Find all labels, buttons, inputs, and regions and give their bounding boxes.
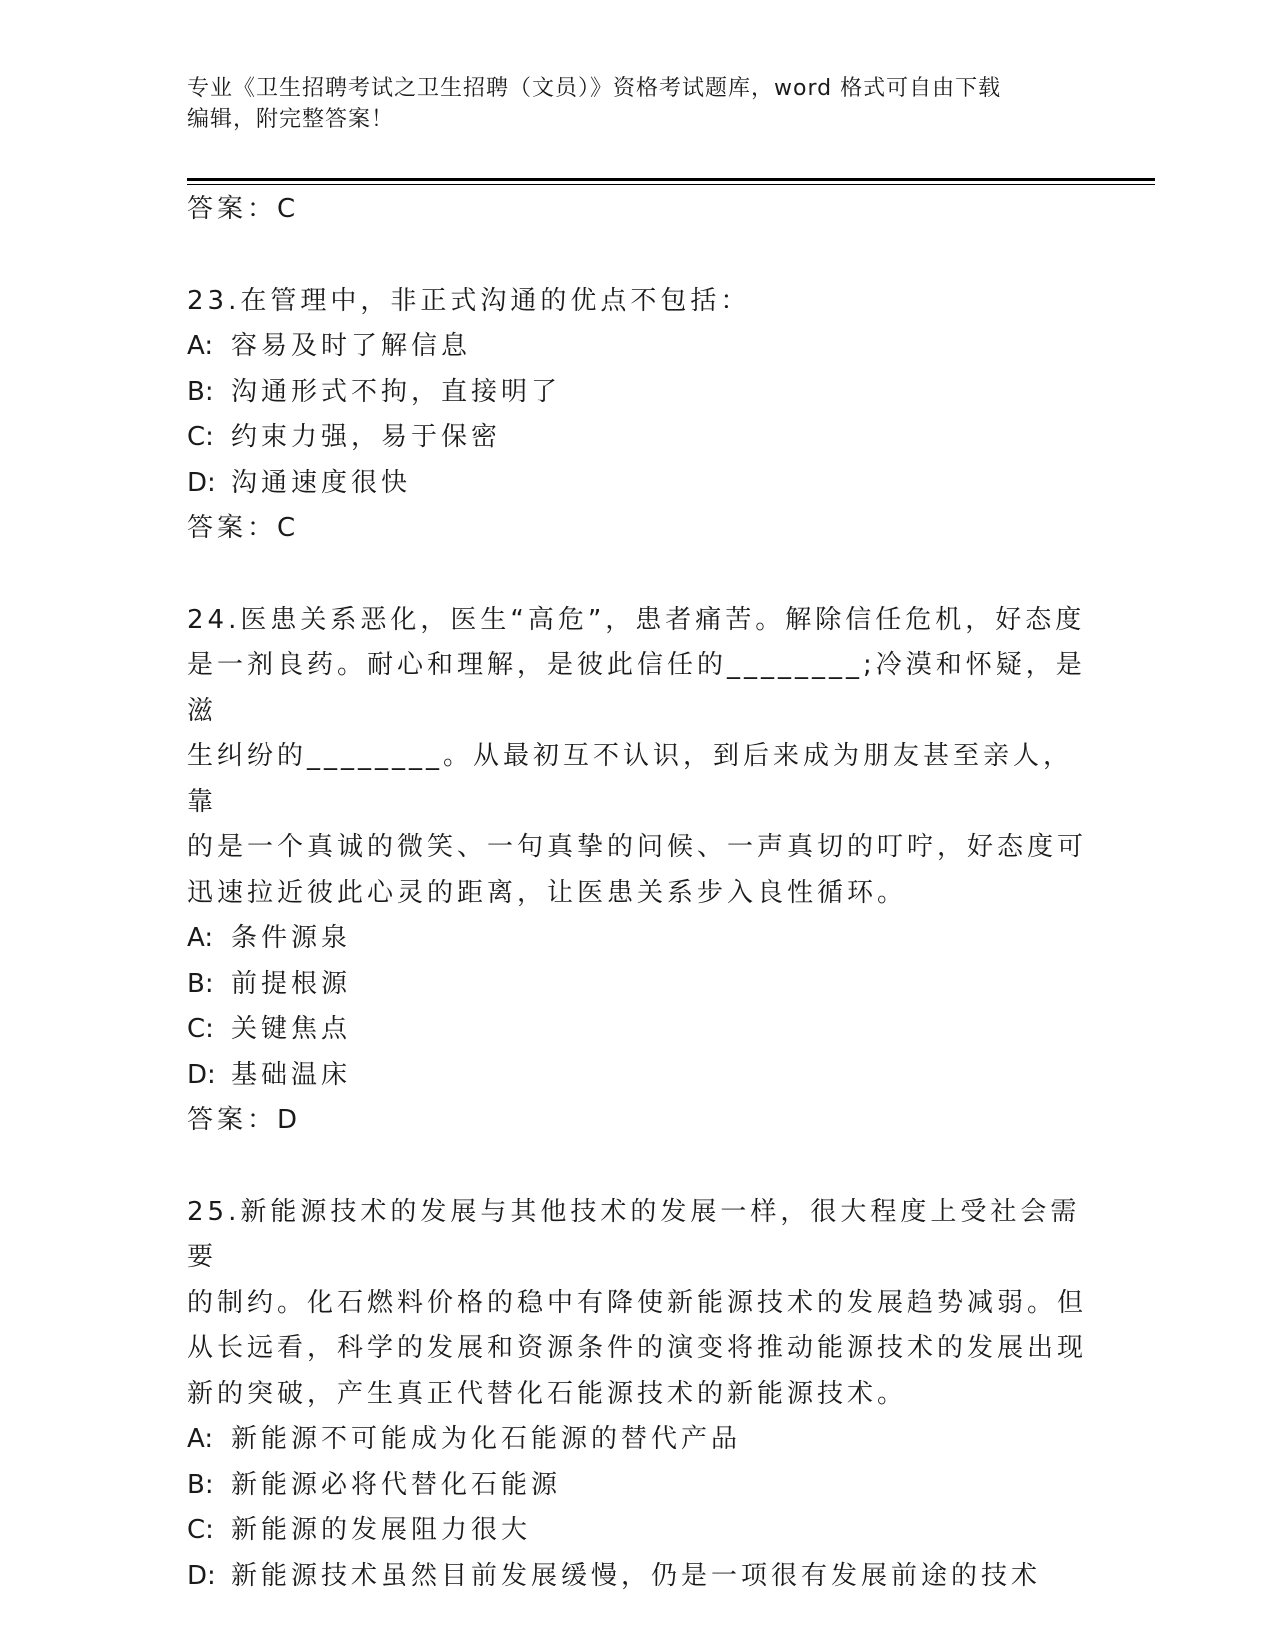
- previous-answer: 答案：C: [187, 194, 300, 224]
- question-text-line: 生纠纷的________。从最初互不认识，到后来成为朋友甚至亲人，靠: [187, 741, 1074, 817]
- option-letter: D:: [187, 467, 216, 498]
- option-b: [187, 370, 1087, 416]
- option-letter: C:: [187, 422, 214, 452]
- option-letter: B:: [187, 968, 214, 999]
- header-line-1: 专业《卫生招聘考试之卫生招聘（文员）》资格考试题库，word 格式可自由下载: [187, 76, 1002, 101]
- question-24: [187, 598, 1087, 1144]
- option-text: 新能源必将代替化石能源: [231, 1469, 562, 1500]
- option-letter: B:: [187, 376, 214, 407]
- option-letter: A:: [187, 1424, 214, 1454]
- document-body: [187, 187, 1087, 1599]
- option-text: 关键焦点: [231, 1014, 352, 1044]
- header-divider-thick: [187, 178, 1155, 181]
- option-letter: D:: [187, 1059, 216, 1090]
- question-text: 23.在管理中，非正式沟通的优点不包括：: [187, 285, 751, 316]
- question-23: [187, 279, 1087, 552]
- option-text: 前提根源: [231, 968, 352, 999]
- question-text-line: 25.新能源技术的发展与其他技术的发展一样，很大程度上受社会需要: [187, 1196, 1081, 1272]
- option-b: [187, 1463, 1087, 1509]
- question-text-line: 新的突破，产生真正代替化石能源技术的新能源技术。: [187, 1378, 908, 1409]
- option-d: [187, 1053, 1087, 1099]
- question-text-line: 迅速拉近彼此心灵的距离，让医患关系步入良性循环。: [187, 877, 908, 908]
- option-c: [187, 1007, 1087, 1053]
- header-divider-thin: [187, 184, 1155, 185]
- header-line-2: 编辑，附完整答案！: [187, 107, 395, 132]
- option-text: 新能源不可能成为化石能源的替代产品: [231, 1424, 742, 1454]
- question-text-line: 的制约。化石燃料价格的稳中有降使新能源技术的发展趋势减弱。但: [187, 1287, 1088, 1318]
- page-header: [187, 73, 1087, 135]
- option-b: [187, 962, 1087, 1008]
- answer-line: 答案：D: [187, 1105, 302, 1135]
- option-text: 约束力强，易于保密: [231, 422, 502, 452]
- option-letter: B:: [187, 1469, 214, 1500]
- option-letter: A:: [187, 923, 214, 953]
- option-letter: A:: [187, 331, 214, 361]
- option-d: [187, 1554, 1087, 1600]
- option-letter: C:: [187, 1014, 214, 1044]
- option-c: [187, 415, 1087, 461]
- option-c: [187, 1508, 1087, 1554]
- answer-line: 答案：C: [187, 513, 300, 543]
- option-text: 新能源的发展阻力很大: [231, 1515, 532, 1545]
- option-a: [187, 324, 1087, 370]
- option-text: 基础温床: [231, 1059, 352, 1090]
- option-text: 沟通形式不拘，直接明了: [231, 376, 562, 407]
- option-d: [187, 461, 1087, 507]
- question-text-line: 从长远看，科学的发展和资源条件的演变将推动能源技术的发展出现: [187, 1333, 1088, 1363]
- option-letter: C:: [187, 1515, 214, 1545]
- question-text-line: 的是一个真诚的微笑、一句真挚的问候、一声真切的叮咛，好态度可: [187, 832, 1088, 862]
- option-text: 新能源技术虽然目前发展缓慢，仍是一项很有发展前途的技术: [231, 1560, 1042, 1591]
- option-letter: D:: [187, 1560, 216, 1591]
- question-25: [187, 1190, 1087, 1600]
- option-text: 容易及时了解信息: [231, 331, 472, 361]
- option-a: [187, 916, 1087, 962]
- question-text-line: 24.医患关系恶化，医生“高危”，患者痛苦。解除信任危机，好态度: [187, 604, 1086, 635]
- option-a: [187, 1417, 1087, 1463]
- question-text-line: 是一剂良药。耐心和理解，是彼此信任的________;冷漠和怀疑，是滋: [187, 650, 1086, 726]
- option-text: 条件源泉: [231, 923, 352, 953]
- option-text: 沟通速度很快: [231, 467, 412, 498]
